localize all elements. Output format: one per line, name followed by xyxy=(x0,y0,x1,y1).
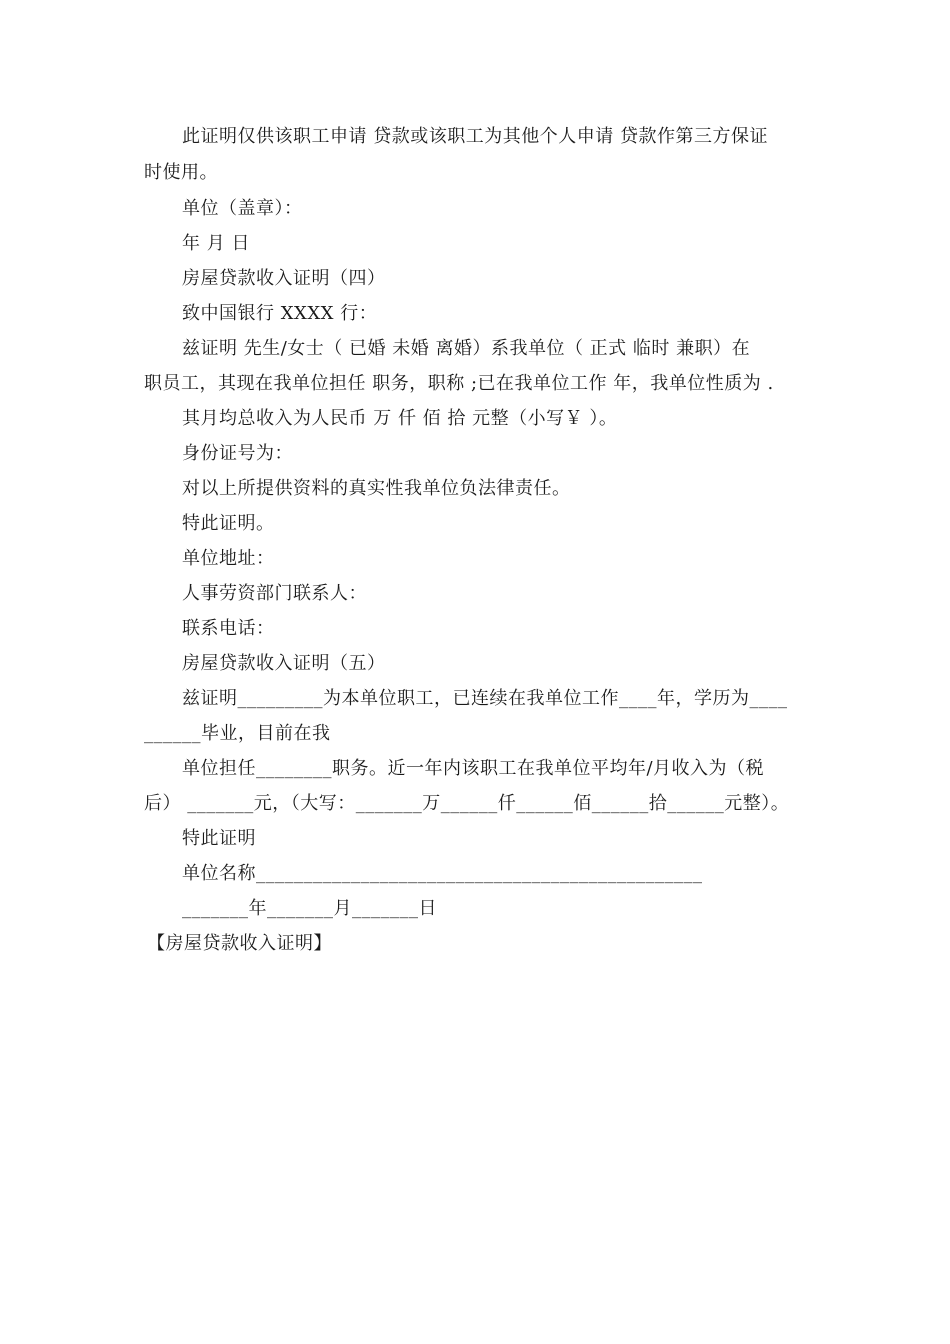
seal-line: 单位（盖章）： xyxy=(182,198,303,219)
para-certify-cont: 职员工，其现在我单位担任 职务，职称 ;已在我单位工作 年，我单位性质为 . xyxy=(144,373,774,394)
liability-line: 对以上所提供资料的真实性我单位负法律责任。 xyxy=(182,478,571,499)
date-blank-line: _______年_______月_______日 xyxy=(182,898,437,919)
para-position: 单位担任________职务。近一年内该职工在我单位平均年/月收入为（税 xyxy=(182,758,765,779)
section-title-five: 房屋贷款收入证明（五） xyxy=(182,653,386,674)
para-certify: 兹证明 先生/女士（ 已婚 未婚 离婚）系我单位（ 正式 临时 兼职）在 xyxy=(182,338,751,359)
phone-line: 联系电话： xyxy=(182,618,275,639)
para-usage-note-cont: 时使用。 xyxy=(144,162,218,183)
para-employee: 兹证明_________为本单位职工，已连续在我单位工作____年，学历为____ xyxy=(182,688,788,709)
hereby-certify-line-2: 特此证明 xyxy=(182,828,256,849)
hereby-certify-line: 特此证明。 xyxy=(182,513,275,534)
unit-address-line: 单位地址： xyxy=(182,548,275,569)
date-line: 年 月 日 xyxy=(182,233,250,254)
bracket-title: 【房屋贷款收入证明】 xyxy=(147,933,332,954)
id-number-line: 身份证号为： xyxy=(182,443,293,464)
hr-contact-line: 人事劳资部门联系人： xyxy=(182,583,367,604)
unit-name-line: 单位名称_______________________________________________ xyxy=(182,863,703,884)
addressee-line: 致中国银行 XXXX 行： xyxy=(182,303,378,324)
para-income: 其月均总收入为人民币 万 仟 佰 拾 元整（小写￥ ）。 xyxy=(182,408,618,429)
para-position-cont: 后） _______元，（大写：_______万______仟______佰______拾______元整）。 xyxy=(144,793,790,814)
section-title-four: 房屋贷款收入证明（四） xyxy=(182,268,386,289)
para-employee-cont: ______毕业，目前在我 xyxy=(144,723,331,744)
para-usage-note: 此证明仅供该职工申请 贷款或该职工为其他个人申请 贷款作第三方保证 xyxy=(182,126,768,147)
